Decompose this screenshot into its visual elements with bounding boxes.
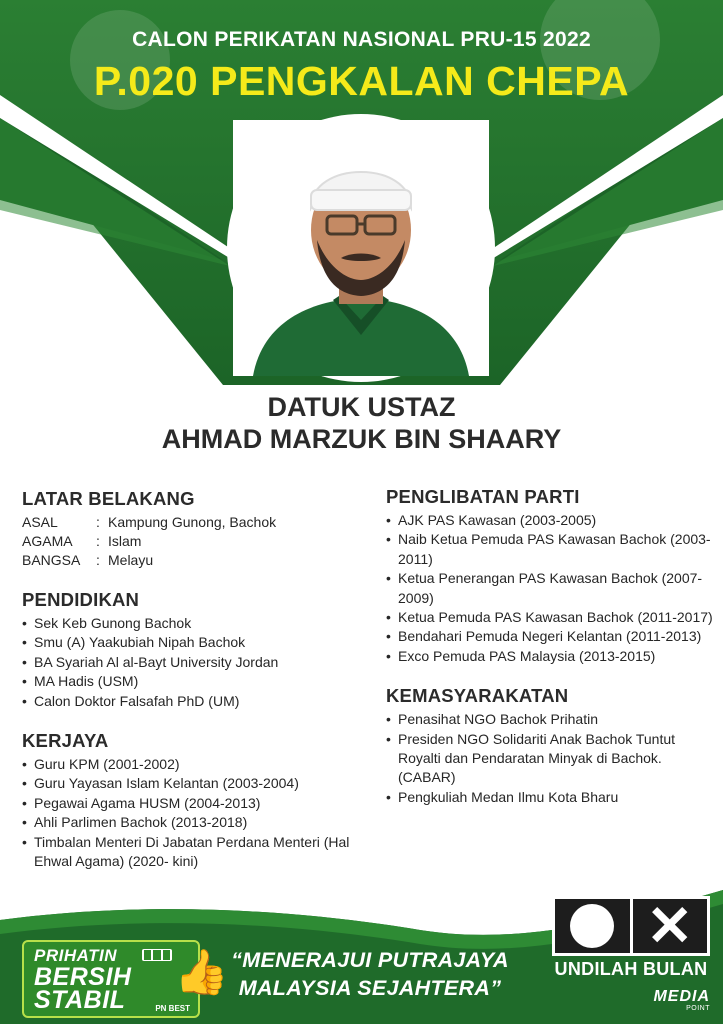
left-info-column — [22, 488, 367, 890]
list-item: • Ahli Parlimen Bachok (2013-2018) — [22, 813, 367, 832]
list-item: • Ketua Penerangan PAS Kawasan Bachok (2007-2009) — [386, 569, 716, 608]
list-item: • MA Hadis (USM) — [22, 672, 367, 691]
list-item: • Guru KPM (2001-2002) — [22, 755, 367, 774]
list-item: • Timbalan Menteri Di Jabatan Perdana Menteri (Hal Ehwal Agama) (2020- kini) — [22, 833, 367, 872]
badge-line3: STABIL — [34, 986, 126, 1014]
section-title: KEMASYARAKATAN — [386, 685, 569, 707]
ballot-box — [552, 896, 710, 956]
list-item: • Presiden NGO Solidariti Anak Bachok Tuntut Royalti dan Pendaratan Minyak di Bachok. (CABAR) — [386, 730, 716, 788]
slogan-line2: MALAYSIA SEJAHTERA” — [238, 976, 502, 1000]
prihatin-bersih-stabil-badge — [22, 940, 229, 1018]
portrait-illustration — [233, 120, 489, 376]
badge-line2: BERSIH — [34, 963, 132, 991]
list-item: • Guru Yayasan Islam Kelantan (2003-2004) — [22, 774, 367, 793]
info-value: Islam — [108, 533, 142, 549]
slogan-line1: “MENERAJUI PUTRAJAYA — [231, 948, 509, 972]
thumbs-up-icon: 👍 — [174, 948, 229, 997]
badge-line1: PRIHATIN — [34, 946, 118, 965]
section-title: KERJAYA — [22, 730, 109, 752]
section-kerjaya — [22, 730, 367, 871]
section-title: LATAR BELAKANG — [22, 488, 195, 509]
section-title: PENGLIBATAN PARTI — [386, 486, 580, 507]
ballot-label: UNDILAH BULAN — [554, 959, 708, 979]
info-value: Melayu — [108, 552, 154, 568]
list-item: • Pengkuliah Medan Ilmu Kota Bharu — [386, 788, 716, 807]
info-key: AGAMA — [22, 533, 73, 549]
badge-small-text: PN BEST — [155, 1004, 190, 1013]
right-info-column — [386, 486, 716, 826]
media-logo: MEDIA — [653, 988, 710, 1005]
info-value: Kampung Gunong, Bachok — [108, 514, 277, 530]
ballot-moon-cell — [555, 899, 630, 953]
list-item: • Bendahari Pemuda Negeri Kelantan (2011-2013) — [386, 627, 716, 646]
election-subtitle: CALON PERIKATAN NASIONAL PRU-15 2022 — [132, 28, 591, 51]
info-key: ASAL — [22, 514, 58, 530]
list-item: • BA Syariah Al al-Bayt University Jordan — [22, 653, 367, 672]
ballot-cross-cell — [633, 894, 708, 957]
candidate-name-line1: DATUK USTAZ — [267, 392, 456, 422]
media-logo-sub: POINT — [686, 1005, 710, 1012]
info-row — [22, 551, 367, 570]
cross-mark-icon: ✕ — [646, 894, 694, 957]
list-item: • Naib Ketua Pemuda PAS Kawasan Bachok (2003-2011) — [386, 530, 716, 569]
info-row — [22, 532, 367, 551]
list-item: • Sek Keb Gunong Bachok — [22, 614, 367, 633]
constituency-title: P.020 PENGKALAN CHEPA — [93, 58, 630, 104]
info-colon: : — [96, 514, 100, 530]
info-key: BANGSA — [22, 552, 81, 568]
list-item: • Smu (A) Yaakubiah Nipah Bachok — [22, 633, 367, 652]
candidate-name-line2: AHMAD MARZUK BIN SHAARY — [161, 424, 562, 454]
info-row — [22, 513, 367, 532]
candidate-portrait — [227, 114, 495, 382]
full-moon-icon — [570, 904, 614, 948]
info-colon: : — [96, 552, 100, 568]
list-item: • Pegawai Agama HUSM (2004-2013) — [22, 794, 367, 813]
list-item: • Ketua Pemuda PAS Kawasan Bachok (2011-2017) — [386, 608, 716, 627]
info-colon: : — [96, 533, 100, 549]
section-latar-belakang — [22, 488, 367, 570]
list-item: • AJK PAS Kawasan (2003-2005) — [386, 511, 716, 530]
list-item: • Penasihat NGO Bachok Prihatin — [386, 710, 716, 729]
list-item: • Calon Doktor Falsafah PhD (UM) — [22, 692, 367, 711]
list-item: • Exco Pemuda PAS Malaysia (2013-2015) — [386, 647, 716, 666]
section-kemasyarakatan — [386, 685, 716, 807]
section-pendidikan — [22, 589, 367, 711]
mini-party-logo-icon — [142, 949, 172, 961]
section-penglibatan-parti — [386, 486, 716, 666]
section-title: PENDIDIKAN — [22, 589, 140, 610]
